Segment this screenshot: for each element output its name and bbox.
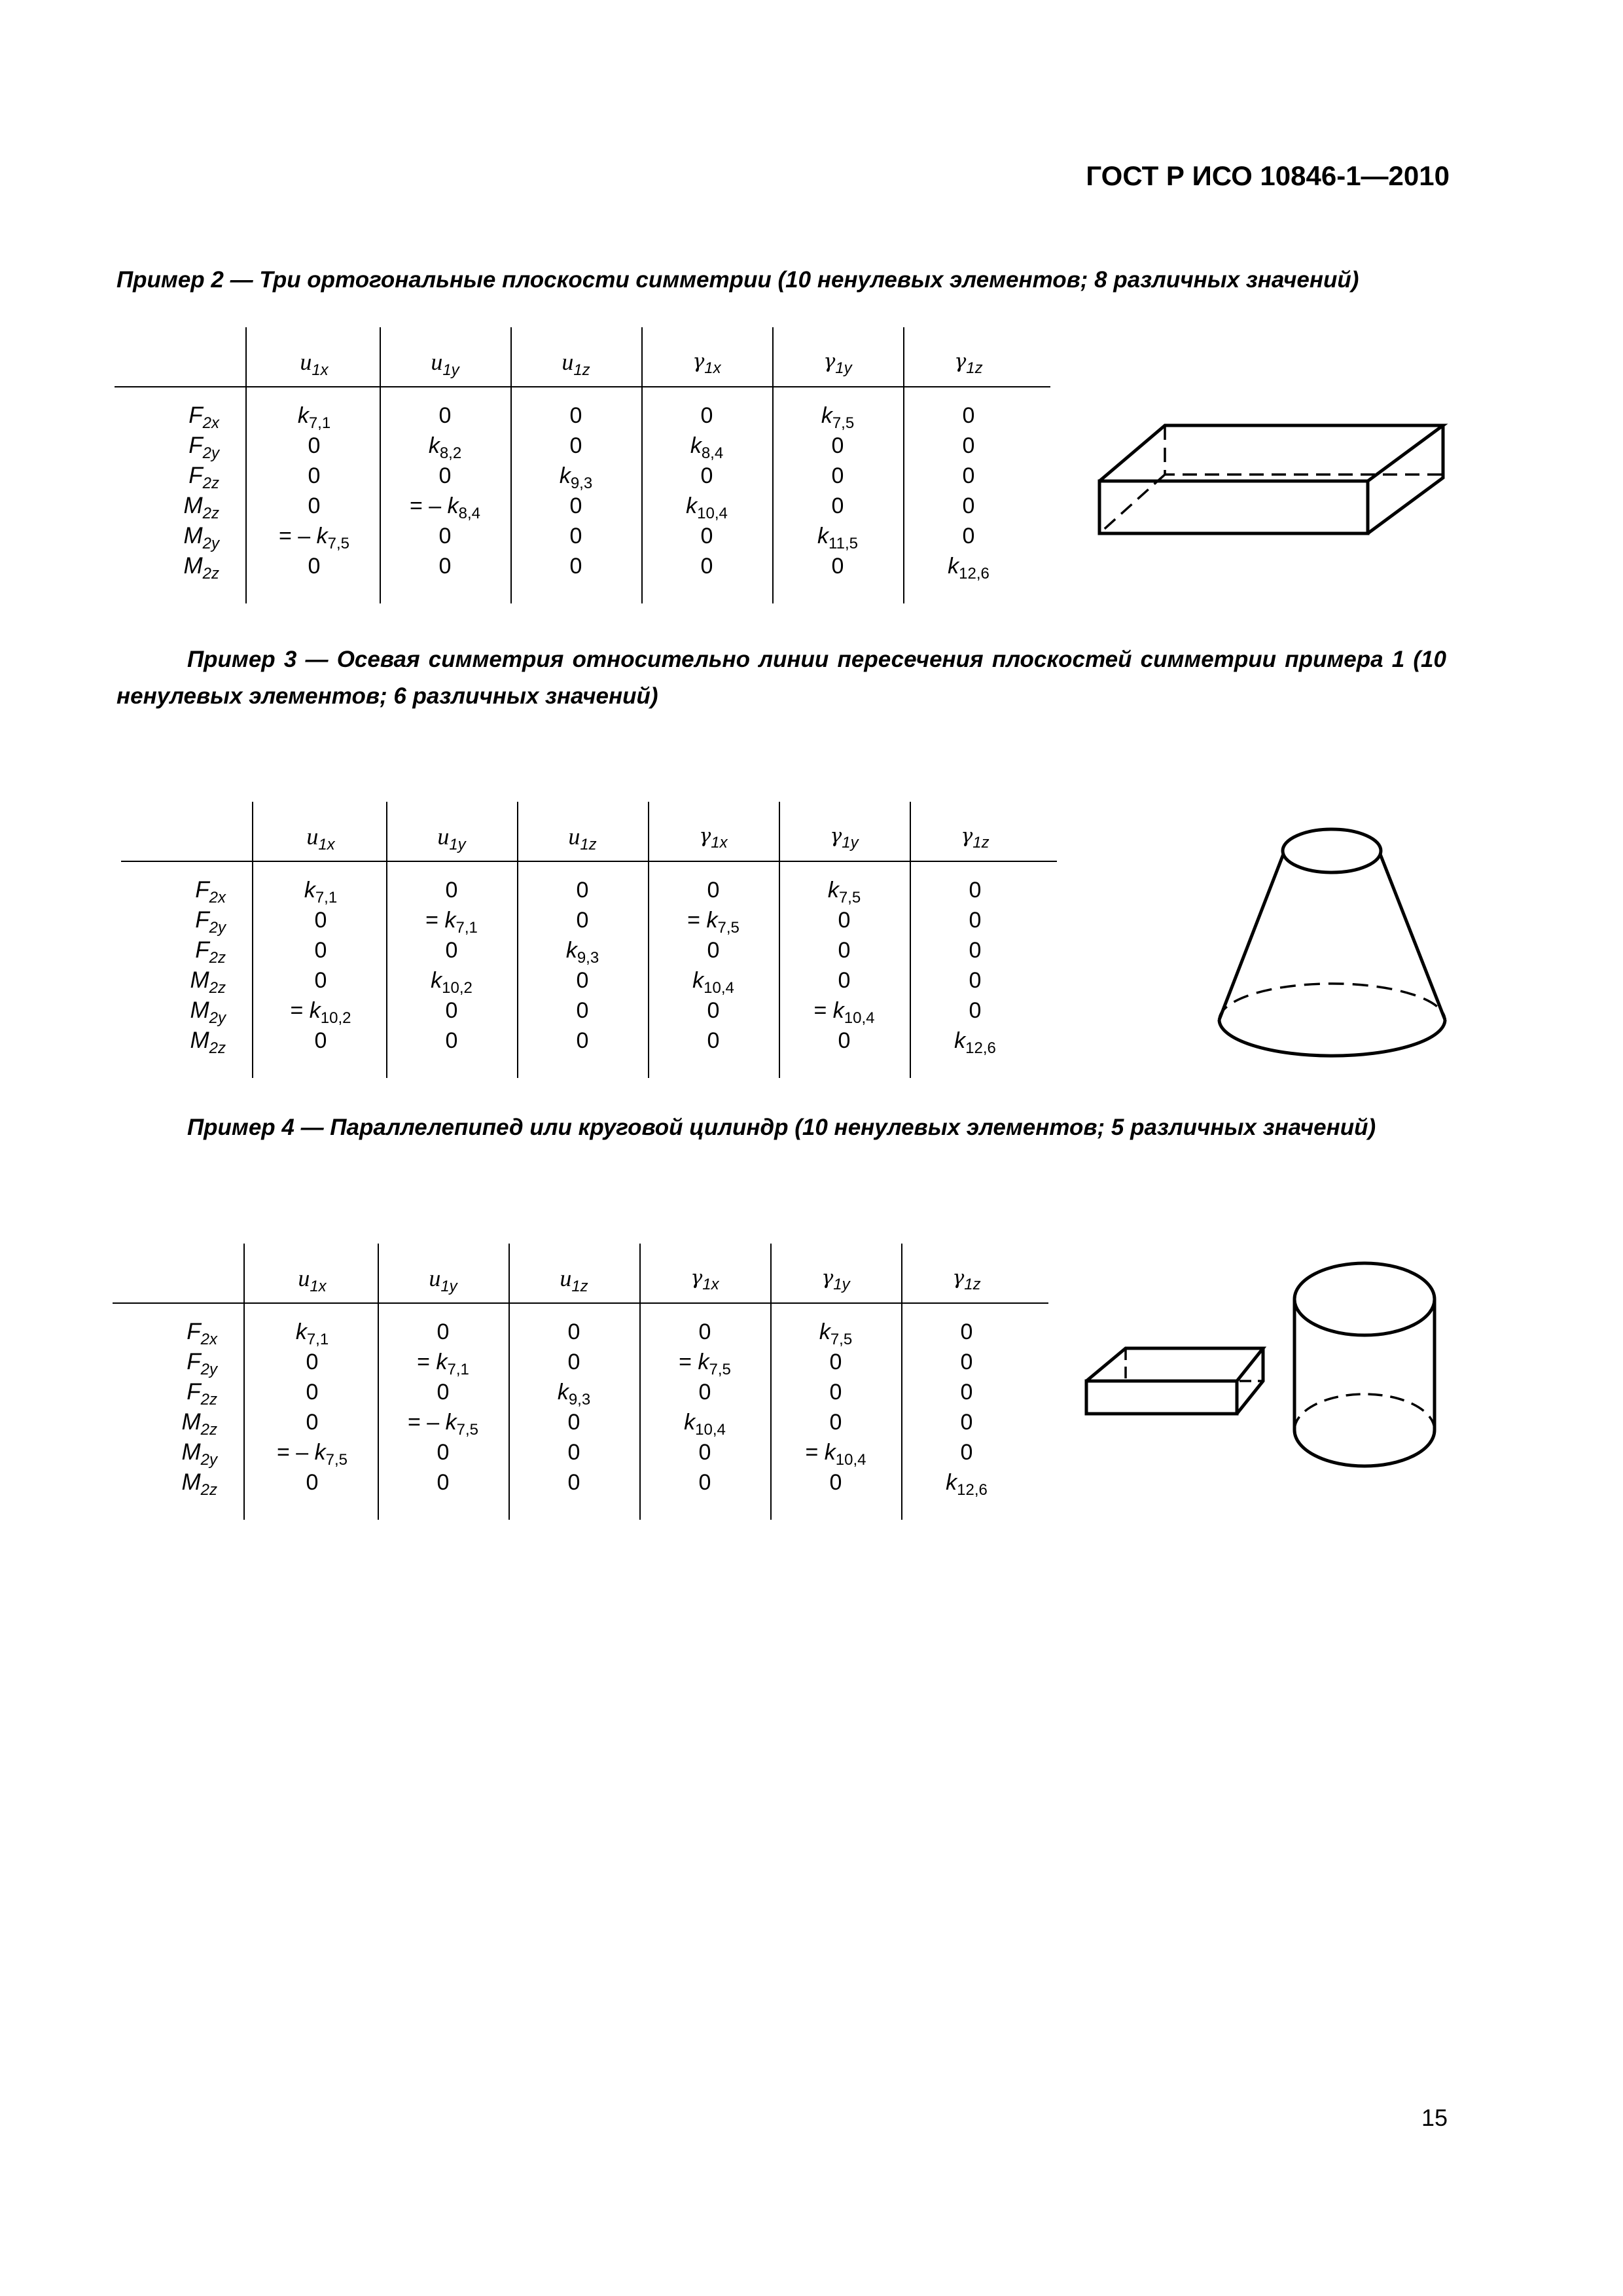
matrix-cell: 0: [437, 1440, 450, 1465]
matrix-cell: 0: [445, 938, 458, 963]
matrix-cell: 0: [576, 998, 589, 1023]
matrix-cell: 0: [838, 938, 851, 963]
matrix-cell: 0: [838, 968, 851, 993]
matrix-cell: $k_{8,4}$: [690, 433, 724, 462]
matrix-cell: 0: [314, 938, 327, 963]
matrix-cell: 0: [960, 1410, 973, 1435]
matrix-cell: 0: [700, 403, 713, 428]
matrix-cell: 0: [960, 1350, 973, 1374]
column-header: $\gamma_{1y}$: [821, 1266, 850, 1293]
matrix-cell: 0: [567, 1440, 580, 1465]
matrix-cell: 0: [707, 878, 720, 903]
row-label: $M_{2z}$: [183, 553, 219, 583]
matrix-cell: 0: [437, 1319, 450, 1344]
example-2-caption: Пример 2 — Три ортогональные плоскости симметрии (10 ненулевых элементов; 8 различных значений): [116, 267, 1359, 293]
matrix-cell: 0: [698, 1380, 711, 1405]
column-header: $\gamma_{1z}$: [954, 350, 983, 377]
parallelepiped-figure: [1083, 1319, 1266, 1417]
matrix-cell: 0: [438, 524, 452, 548]
column-divider: [252, 802, 253, 861]
row-label: $F_{2z}$: [188, 463, 219, 492]
matrix-cell: 0: [438, 463, 452, 488]
matrix-cell: 0: [438, 554, 452, 579]
matrix-cell: 0: [962, 524, 975, 548]
example-3-matrix-table: [121, 802, 1057, 1078]
matrix-cell: 0: [314, 908, 327, 933]
table-body: [113, 1304, 1048, 1520]
matrix-cell: $k_{7,1}$: [297, 403, 331, 432]
matrix-cell: = $k_{10,2}$: [290, 998, 351, 1027]
column-header: $u_{1z}$: [560, 1265, 588, 1295]
row-label: $M_{2z}$: [181, 1469, 217, 1499]
column-header: $\gamma_{1z}$: [952, 1266, 981, 1293]
matrix-cell: = $k_{7,5}$: [679, 1350, 731, 1378]
matrix-cell: $k_{12,6}$: [954, 1028, 996, 1057]
row-label: $F_{2y}$: [195, 907, 226, 937]
matrix-cell: 0: [969, 968, 982, 993]
matrix-cell: = – $k_{7,5}$: [278, 524, 350, 552]
column-header: $u_{1y}$: [437, 823, 466, 853]
table-header-row: [115, 327, 1050, 387]
matrix-cell: $k_{7,5}$: [821, 403, 855, 432]
matrix-cell: 0: [569, 554, 582, 579]
column-header: $\gamma_{1x}$: [690, 1266, 719, 1293]
cylinder-figure: [1286, 1247, 1443, 1489]
matrix-cell: 0: [314, 968, 327, 993]
matrix-cell: $k_{9,3}$: [559, 463, 593, 492]
matrix-cell: $k_{7,1}$: [304, 878, 338, 906]
column-header: $u_{1y}$: [431, 349, 459, 379]
matrix-cell: 0: [569, 524, 582, 548]
matrix-cell: 0: [576, 1028, 589, 1053]
matrix-cell: 0: [567, 1470, 580, 1495]
example-4-caption: Пример 4 — Параллелепипед или круговой цилиндр (10 ненулевых элементов; 5 различных значений): [187, 1115, 1376, 1140]
column-header: $u_{1x}$: [306, 823, 335, 853]
column-divider: [245, 327, 247, 386]
column-divider: [252, 862, 253, 1078]
column-header: $\gamma_{1z}$: [961, 825, 990, 852]
matrix-cell: 0: [306, 1350, 319, 1374]
matrix-cell: $k_{12,6}$: [946, 1470, 988, 1499]
matrix-cell: 0: [445, 878, 458, 903]
matrix-cell: 0: [576, 908, 589, 933]
column-divider: [245, 387, 247, 603]
matrix-cell: 0: [437, 1380, 450, 1405]
matrix-cell: 0: [831, 493, 844, 518]
matrix-cell: 0: [576, 878, 589, 903]
matrix-cell: 0: [576, 968, 589, 993]
row-label: $M_{2z}$: [190, 967, 226, 997]
matrix-cell: = $k_{7,1}$: [425, 908, 478, 937]
matrix-cell: $k_{11,5}$: [817, 524, 858, 552]
matrix-cell: = $k_{7,5}$: [687, 908, 740, 937]
matrix-cell: 0: [707, 938, 720, 963]
row-label: $F_{2y}$: [188, 433, 219, 462]
row-label: $M_{2z}$: [190, 1028, 226, 1057]
matrix-cell: 0: [445, 1028, 458, 1053]
matrix-cell: = – $k_{8,4}$: [409, 493, 481, 522]
matrix-cell: 0: [308, 493, 321, 518]
truncated-cone-figure: [1214, 821, 1450, 1083]
table-body: [121, 862, 1057, 1078]
matrix-cell: $k_{7,5}$: [827, 878, 861, 906]
matrix-cell: $k_{7,5}$: [819, 1319, 853, 1348]
page-number: 15: [1421, 2104, 1448, 2131]
matrix-cell: 0: [306, 1380, 319, 1405]
matrix-cell: 0: [445, 998, 458, 1023]
matrix-cell: $k_{10,4}$: [692, 968, 734, 997]
matrix-cell: 0: [829, 1410, 842, 1435]
matrix-cell: 0: [567, 1410, 580, 1435]
matrix-cell: $k_{8,2}$: [428, 433, 462, 462]
column-header: $\gamma_{1y}$: [823, 350, 852, 377]
matrix-cell: 0: [314, 1028, 327, 1053]
column-header: $\gamma_{1y}$: [830, 825, 859, 852]
matrix-cell: 0: [838, 908, 851, 933]
column-header: $u_{1z}$: [568, 823, 597, 853]
matrix-cell: 0: [569, 403, 582, 428]
matrix-cell: 0: [962, 493, 975, 518]
column-header: $\gamma_{1x}$: [699, 825, 728, 852]
matrix-cell: = $k_{10,4}$: [805, 1440, 866, 1469]
matrix-cell: 0: [567, 1319, 580, 1344]
matrix-cell: $k_{9,3}$: [565, 938, 599, 967]
matrix-cell: 0: [962, 433, 975, 458]
example-2-matrix-table: [115, 327, 1050, 603]
column-header: $u_{1x}$: [300, 349, 329, 379]
table-header-row: [121, 802, 1057, 862]
matrix-cell: 0: [700, 524, 713, 548]
matrix-cell: 0: [969, 878, 982, 903]
matrix-cell: = $k_{7,1}$: [417, 1350, 469, 1378]
matrix-cell: 0: [960, 1380, 973, 1405]
matrix-cell: $k_{9,3}$: [557, 1380, 591, 1408]
matrix-cell: 0: [829, 1380, 842, 1405]
matrix-cell: 0: [698, 1319, 711, 1344]
matrix-cell: 0: [829, 1470, 842, 1495]
matrix-cell: 0: [698, 1470, 711, 1495]
matrix-cell: 0: [306, 1470, 319, 1495]
matrix-cell: 0: [567, 1350, 580, 1374]
matrix-cell: 0: [308, 463, 321, 488]
matrix-cell: 0: [969, 998, 982, 1023]
matrix-cell: 0: [438, 403, 452, 428]
column-header: $\gamma_{1x}$: [692, 350, 721, 377]
matrix-cell: 0: [829, 1350, 842, 1374]
matrix-cell: $k_{12,6}$: [948, 554, 990, 583]
matrix-cell: 0: [960, 1319, 973, 1344]
matrix-cell: $k_{10,4}$: [686, 493, 728, 522]
matrix-cell: 0: [969, 938, 982, 963]
row-label: $F_{2z}$: [195, 937, 226, 967]
matrix-cell: $k_{7,1}$: [295, 1319, 329, 1348]
matrix-cell: 0: [831, 433, 844, 458]
matrix-cell: 0: [308, 554, 321, 579]
matrix-cell: 0: [698, 1440, 711, 1465]
column-divider: [243, 1244, 245, 1302]
example-4-matrix-table: [113, 1244, 1048, 1520]
flat-box-figure: [1093, 416, 1459, 547]
row-label: $F_{2y}$: [187, 1349, 217, 1378]
matrix-cell: 0: [437, 1470, 450, 1495]
matrix-cell: = $k_{10,4}$: [813, 998, 875, 1027]
column-divider: [243, 1304, 245, 1520]
matrix-cell: 0: [831, 554, 844, 579]
row-label: $M_{2z}$: [181, 1409, 217, 1439]
table-header-row: [113, 1244, 1048, 1304]
matrix-cell: 0: [962, 403, 975, 428]
matrix-cell: 0: [306, 1410, 319, 1435]
matrix-cell: 0: [569, 493, 582, 518]
row-label: $M_{2z}$: [183, 493, 219, 522]
row-label: $F_{2x}$: [188, 403, 219, 432]
column-header: $u_{1z}$: [562, 349, 590, 379]
matrix-cell: = – $k_{7,5}$: [276, 1440, 348, 1469]
matrix-cell: 0: [838, 1028, 851, 1053]
row-label: $M_{2y}$: [181, 1439, 217, 1469]
matrix-cell: 0: [831, 463, 844, 488]
matrix-cell: = – $k_{7,5}$: [407, 1410, 479, 1439]
example-3-caption: Пример 3 — Осевая симметрия относительно линии пересечения плоскостей симметрии примера 1 (10 ненулевых элементов; 6 различных значений): [116, 647, 1446, 709]
column-header: $u_{1y}$: [429, 1265, 457, 1295]
matrix-cell: 0: [969, 908, 982, 933]
matrix-cell: 0: [308, 433, 321, 458]
table-body: [115, 387, 1050, 603]
matrix-cell: 0: [962, 463, 975, 488]
matrix-cell: 0: [707, 1028, 720, 1053]
matrix-cell: 0: [700, 554, 713, 579]
matrix-cell: 0: [569, 433, 582, 458]
row-label: $M_{2y}$: [190, 997, 226, 1027]
column-header: $u_{1x}$: [298, 1265, 327, 1295]
row-label: $F_{2z}$: [187, 1379, 217, 1408]
document-header: ГОСТ Р ИСО 10846-1—2010: [1086, 160, 1450, 191]
matrix-cell: 0: [960, 1440, 973, 1465]
matrix-cell: $k_{10,4}$: [684, 1410, 726, 1439]
matrix-cell: 0: [707, 998, 720, 1023]
matrix-cell: $k_{10,2}$: [431, 968, 473, 997]
row-label: $F_{2x}$: [187, 1319, 217, 1348]
row-label: $F_{2x}$: [195, 877, 226, 906]
matrix-cell: 0: [700, 463, 713, 488]
row-label: $M_{2y}$: [183, 523, 219, 552]
